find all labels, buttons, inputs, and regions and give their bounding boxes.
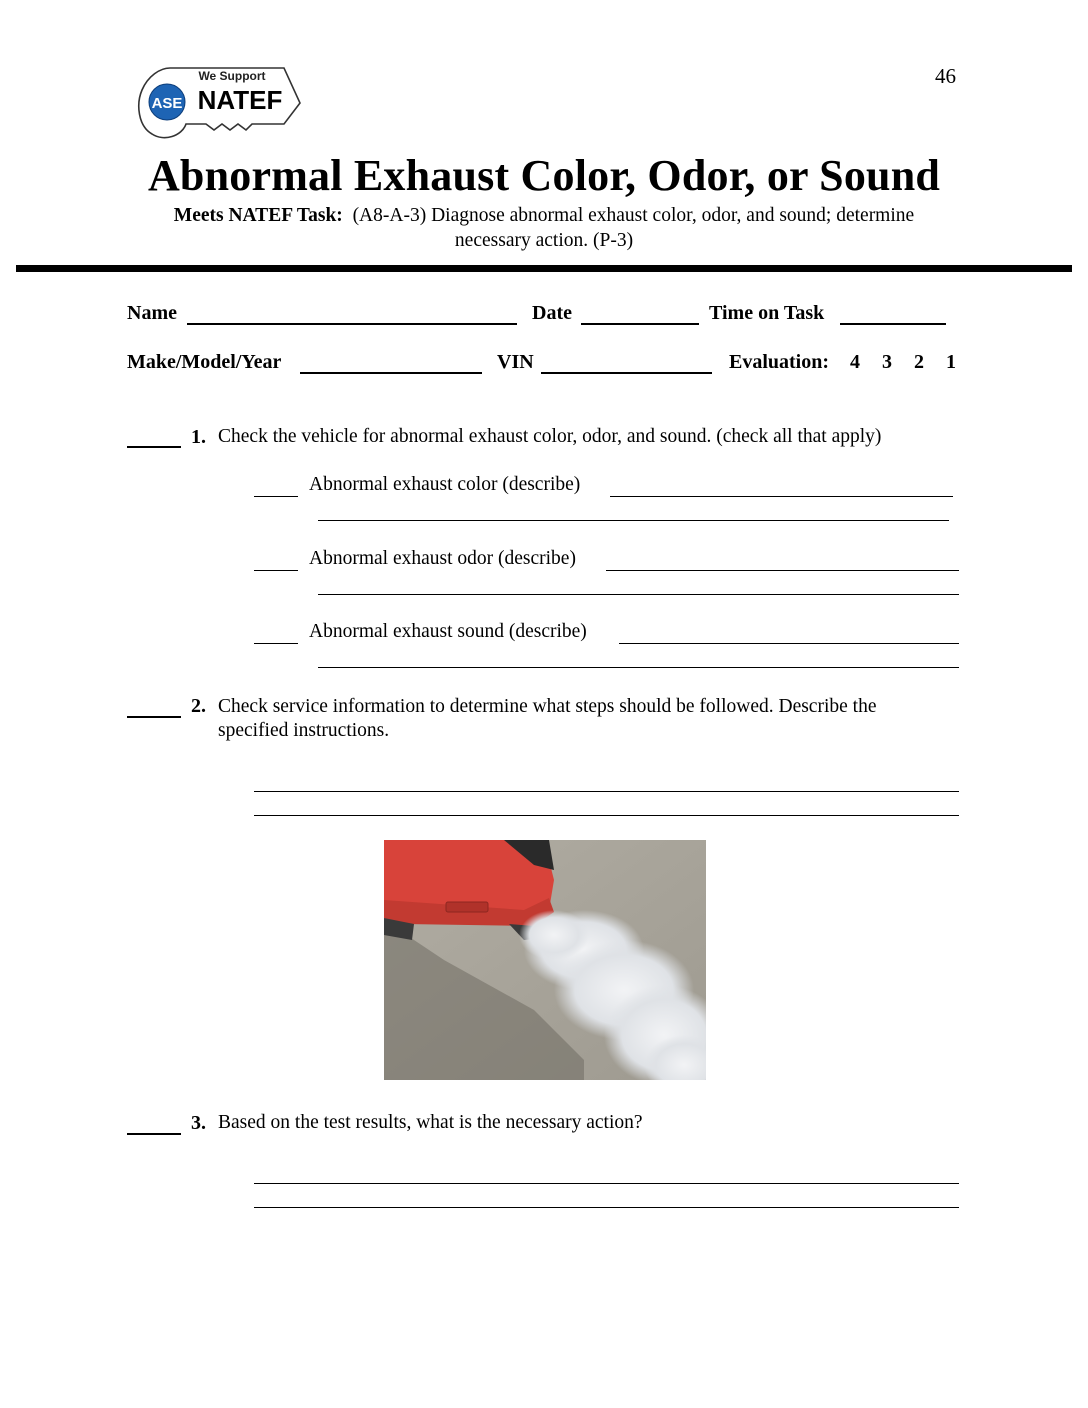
sound-label: Abnormal exhaust sound (describe) <box>309 621 587 642</box>
odor-check-blank[interactable] <box>254 570 298 571</box>
svg-text:NATEF: NATEF <box>197 85 283 115</box>
make-model-year-label: Make/Model/Year <box>127 351 282 373</box>
score-1[interactable]: 1 <box>946 351 956 373</box>
step-3-answer-line-2[interactable] <box>254 1207 959 1208</box>
evaluation-label: Evaluation: <box>729 351 830 373</box>
vin-label: VIN <box>497 351 534 373</box>
task-text-1: (A8-A-3) Diagnose abnormal exhaust color, odor, and sound; determine <box>352 205 915 226</box>
date-label: Date <box>532 302 572 324</box>
step-1-number: 1. <box>191 426 206 448</box>
make-model-year-field[interactable] <box>300 372 482 374</box>
task-description <box>120 203 968 253</box>
step-3-text: Based on the test results, what is the necessary action? <box>218 1112 643 1133</box>
name-field[interactable] <box>187 323 517 325</box>
step-2-text-line-2: specified instructions. <box>218 720 390 741</box>
name-label: Name <box>127 302 177 324</box>
time-on-task-label: Time on Task <box>709 302 825 324</box>
sound-describe-line-2[interactable] <box>318 667 959 668</box>
svg-text:We Support: We Support <box>198 69 266 83</box>
color-label: Abnormal exhaust color (describe) <box>309 474 581 495</box>
page-number: 46 <box>935 64 956 88</box>
step-2-text-line-1: Check service information to determine what steps should be followed. Describe the <box>218 696 877 717</box>
time-on-task-field[interactable] <box>840 323 946 325</box>
step-2-answer-line-1[interactable] <box>254 791 959 792</box>
svg-text:ASE: ASE <box>151 95 183 112</box>
worksheet-title: Abnormal Exhaust Color, Odor, or Sound <box>147 151 941 200</box>
odor-describe-line[interactable] <box>606 570 959 571</box>
color-check-blank[interactable] <box>254 496 298 497</box>
step-2-number: 2. <box>191 695 206 717</box>
sound-check-blank[interactable] <box>254 643 298 644</box>
score-3[interactable]: 3 <box>882 351 892 373</box>
sound-describe-line[interactable] <box>619 643 959 644</box>
natef-logo <box>134 64 302 142</box>
step-2-answer-line-2[interactable] <box>254 815 959 816</box>
odor-describe-line-2[interactable] <box>318 594 959 595</box>
task-label: Meets NATEF Task: <box>173 205 343 226</box>
step-3-number: 3. <box>191 1112 206 1134</box>
odor-label: Abnormal exhaust odor (describe) <box>309 548 576 569</box>
color-describe-line-2[interactable] <box>318 520 949 521</box>
step-2-text <box>218 695 876 743</box>
step-3-check-blank[interactable] <box>127 1133 181 1135</box>
header-divider <box>16 265 1072 272</box>
step-2-check-blank[interactable] <box>127 716 181 718</box>
step-1-text: Check the vehicle for abnormal exhaust color, odor, and sound. (check all that apply) <box>218 426 882 447</box>
color-describe-line[interactable] <box>610 496 953 497</box>
score-4[interactable]: 4 <box>850 351 860 373</box>
step-3-answer-line-1[interactable] <box>254 1183 959 1184</box>
task-text-2: necessary action. (P-3) <box>454 230 634 251</box>
date-field[interactable] <box>581 323 699 325</box>
step-1-check-blank[interactable] <box>127 446 181 448</box>
exhaust-smoke-photo <box>384 840 706 1080</box>
vin-field[interactable] <box>541 372 712 374</box>
score-2[interactable]: 2 <box>914 351 924 373</box>
